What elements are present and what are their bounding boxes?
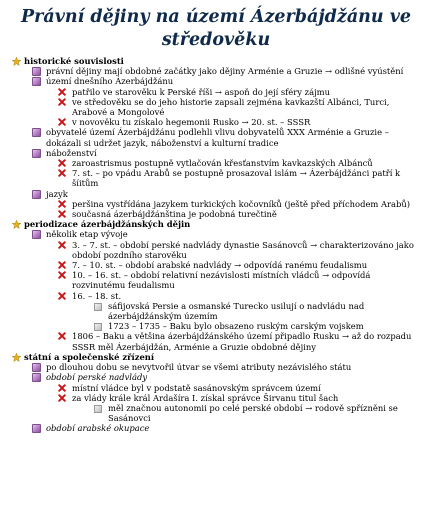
- outline-item-text: současná ázerbájdžánština je podobná turečtině: [72, 209, 277, 220]
- cross-bullet-icon: [58, 200, 66, 208]
- outline-item-text: období perské nadvlády: [46, 372, 148, 383]
- square-bullet-icon: [32, 373, 41, 382]
- outline-item-text: 7. st. – po vpádu Arabů se postupně prosazoval islám → Ázerbájdžánci patří k šíitům: [72, 168, 401, 189]
- outline-item-text: patřilo ve starověku k Perské říši → aspoň do její sféry zájmu: [72, 86, 330, 97]
- outline-item-text: 7. – 10. st. – období arabské nadvlády → odpovídá ranému feudalismu: [72, 260, 368, 271]
- outline-item-level-3: [6, 270, 424, 290]
- outline-item-level-2: [6, 66, 424, 76]
- cross-bullet-icon: [58, 394, 66, 402]
- page-title: [0, 0, 432, 52]
- outline-item-level-3: [6, 97, 424, 117]
- outline-item-text: právní dějiny mají obdobné začátky jako dějiny Arménie a Gruzie → odlišné vyústění: [46, 66, 404, 77]
- outline-item-text: měl značnou autonomii po celé perské období → rodově spřízněni se Sasánovci: [108, 402, 398, 424]
- gray-square-bullet-icon: [94, 323, 102, 331]
- outline-item-level-3: [6, 331, 424, 351]
- outline-item-level-3: [6, 158, 424, 168]
- outline-item-level-1: [6, 56, 424, 66]
- outline-item-level-3: [6, 117, 424, 127]
- outline-item-text: období arabské okupace: [46, 423, 150, 434]
- cross-bullet-icon: [58, 292, 66, 300]
- cross-bullet-icon: [58, 210, 66, 218]
- outline-item-text: území dnešního Ázerbájdžánu: [46, 76, 174, 87]
- cross-bullet-icon: [58, 271, 66, 279]
- outline-item-text: periodizace ázerbájdžánských dějin: [24, 219, 191, 230]
- outline-item-level-3: [6, 87, 424, 97]
- outline-item-level-3: [6, 260, 424, 270]
- outline-item-level-1: [6, 219, 424, 229]
- square-bullet-icon: [32, 190, 41, 199]
- star-bullet-icon: [12, 353, 21, 362]
- square-bullet-icon: [32, 128, 41, 137]
- outline-item-level-4: [6, 321, 424, 331]
- outline-item-level-2: [6, 76, 424, 86]
- outline-item-level-4: [6, 403, 424, 423]
- outline-item-level-2: [6, 189, 424, 199]
- square-bullet-icon: [32, 149, 41, 158]
- outline-list: [6, 56, 424, 434]
- outline-item-text: v novověku tu získalo hegemonii Rusko → 20. st. – SSSR: [72, 117, 311, 128]
- outline-item-text: několik etap vývoje: [46, 229, 128, 240]
- cross-bullet-icon: [58, 241, 66, 249]
- gray-square-bullet-icon: [94, 405, 102, 413]
- outline-item-text: jazyk: [46, 188, 68, 199]
- outline-body: [0, 52, 432, 434]
- star-bullet-icon: [12, 57, 21, 66]
- cross-bullet-icon: [58, 88, 66, 96]
- outline-item-text: 1806 – Baku a většina ázerbájdžánského území připadlo Rusku → až do rozpadu SSSR měl Ázerbájdžán, Arménie a Gruzie obdobné dějiny: [72, 331, 412, 352]
- outline-item-text: obyvatelé území Ázerbájdžánu podlehli vlivu dobyvatelů XXX Arménie a Gruzie – dokázali si udržet jazyk, náboženství a kulturní tradice: [46, 127, 389, 148]
- outline-item-level-4: [6, 301, 424, 321]
- outline-item-text: státní a společenské zřízení: [24, 351, 155, 362]
- star-bullet-icon: [12, 220, 21, 229]
- outline-item-level-3: [6, 240, 424, 260]
- outline-item-level-3: [6, 383, 424, 393]
- outline-item-level-1: [6, 352, 424, 362]
- outline-item-text: sáfijovská Persie a osmanské Turecko usilují o nadvládu nad ázerbájdžánským územím: [108, 300, 365, 322]
- cross-bullet-icon: [58, 98, 66, 106]
- outline-item-text: 1723 – 1735 – Baku bylo obsazeno ruským carským vojskem: [108, 321, 364, 332]
- outline-item-text: za vlády krále král Ardašíra I. získal správce Širvanu titul šach: [72, 392, 339, 403]
- cross-bullet-icon: [58, 261, 66, 269]
- outline-item-level-2: [6, 423, 424, 433]
- outline-item-text: 16. – 18. st.: [72, 290, 122, 301]
- outline-item-text: náboženství: [46, 147, 97, 158]
- cross-bullet-icon: [58, 332, 66, 340]
- outline-item-level-3: [6, 291, 424, 301]
- outline-item-level-2: [6, 148, 424, 158]
- outline-item-level-2: [6, 229, 424, 239]
- square-bullet-icon: [32, 363, 41, 372]
- outline-item-level-2: [6, 362, 424, 372]
- outline-item-level-3: [6, 168, 424, 188]
- outline-item-level-3: [6, 393, 424, 403]
- outline-item-level-2: [6, 127, 424, 147]
- title-line-1: Právní dějiny na území Ázerbájdžánu ve: [20, 7, 412, 27]
- outline-item-text: ve středověku se do jeho historie zapsali zejména kavkazští Albánci, Turci, Arabové a Mongolové: [72, 96, 390, 118]
- outline-item-text: místní vládce byl v podstatě sasánovským správcem území: [72, 382, 321, 393]
- square-bullet-icon: [32, 230, 41, 239]
- outline-item-level-3: [6, 209, 424, 219]
- cross-bullet-icon: [58, 384, 66, 392]
- outline-item-text: 3. – 7. st. – období perské nadvlády dynastie Sasánovců → charakterizováno jako období pozdního starověku: [72, 239, 414, 260]
- outline-item-text: zaroastrismus postupně vytlačován křesťanstvím kavkazských Albánců: [72, 158, 373, 169]
- title-line-2: středověku: [161, 30, 271, 50]
- outline-item-level-3: [6, 199, 424, 209]
- outline-item-text: peršina vystřídána jazykem turkických kočovníků (ještě před příchodem Arabů): [72, 198, 411, 209]
- cross-bullet-icon: [58, 159, 66, 167]
- cross-bullet-icon: [58, 169, 66, 177]
- square-bullet-icon: [32, 77, 41, 86]
- square-bullet-icon: [32, 424, 41, 433]
- cross-bullet-icon: [58, 118, 66, 126]
- outline-item-level-2: [6, 372, 424, 382]
- outline-item-text: historické souvislosti: [24, 56, 124, 66]
- outline-item-text: po dlouhou dobu se nevytvořil útvar se všemi atributy nezávislého státu: [46, 362, 352, 373]
- square-bullet-icon: [32, 67, 41, 76]
- outline-item-text: 10. – 16. st. – období relativní nezávislosti místních vládců → odpovídá rozvinutému feudalismu: [72, 270, 371, 291]
- gray-square-bullet-icon: [94, 303, 102, 311]
